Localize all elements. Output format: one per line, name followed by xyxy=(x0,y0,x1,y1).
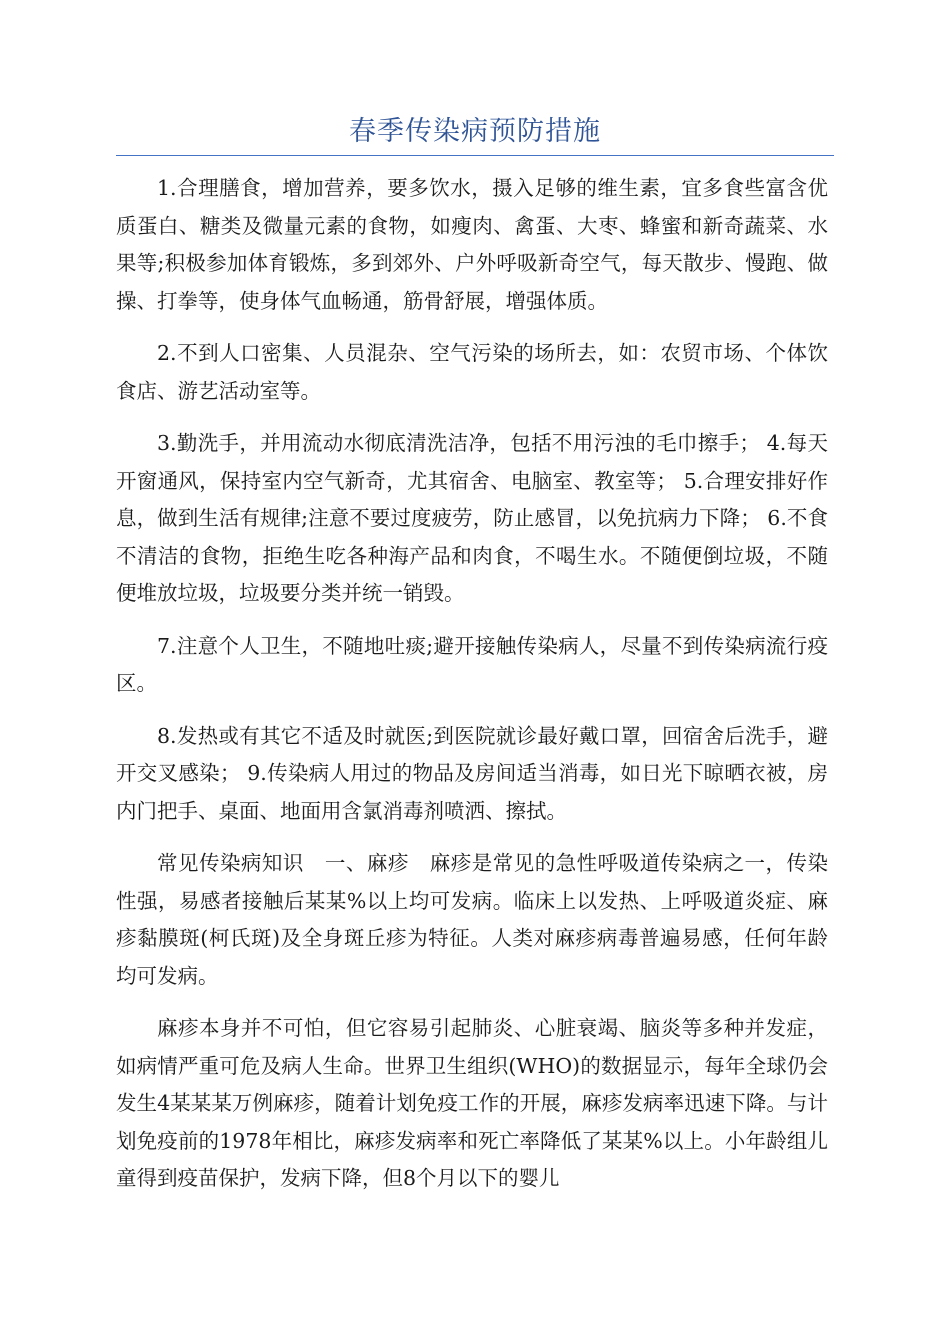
paragraph-5: 8.发热或有其它不适及时就医;到医院就诊最好戴口罩，回宿舍后洗手，避开交叉感染； 9.传染病人用过的物品及房间适当消毒，如日光下晾晒衣被，房内门把手、桌面、地面用含氯消毒剂喷洒、擦拭。 xyxy=(116,723,828,823)
paragraph-1: 1.合理膳食，增加营养，要多饮水，摄入足够的维生素，宜多食些富含优质蛋白、糖类及微量元素的食物，如瘦肉、禽蛋、大枣、蜂蜜和新奇蔬菜、水果等;积极参加体育锻炼，多到郊外、户外呼吸新奇空气，每天散步、慢跑、做操、打拳等，使身体气血畅通，筋骨舒展，增强体质。 xyxy=(116,176,828,313)
document-title: 春季传染病预防措施 xyxy=(349,116,601,147)
paragraph-6: 常见传染病知识 一、麻疹 麻疹是常见的急性呼吸道传染病之一，传染性强，易感者接触后某某%以上均可发病。临床上以发热、上呼吸道炎症、麻疹黏膜斑(柯氏斑)及全身斑丘疹为特征。人类对麻疹病毒普遍易感，任何年龄均可发病。 xyxy=(116,851,828,988)
title-underline xyxy=(116,155,834,156)
paragraph-2: 2.不到人口密集、人员混杂、空气污染的场所去，如：农贸市场、个体饮食店、游艺活动室等。 xyxy=(116,341,828,403)
paragraph-4: 7.注意个人卫生，不随地吐痰;避开接触传染病人，尽量不到传染病流行疫区。 xyxy=(116,633,828,695)
paragraph-3: 3.勤洗手，并用流动水彻底清洗洁净，包括不用污浊的毛巾擦手； 4.每天开窗通风，保持室内空气新奇，尤其宿舍、电脑室、教室等； 5.合理安排好作息，做到生活有规律;注意不要过度疲劳，防止感冒，以免抗病力下降； 6.不食不清洁的食物，拒绝生吃各种海产品和肉食，不喝生水。不随便倒垃圾，不随便堆放垃圾，垃圾要分类并统一销毁。 xyxy=(116,431,828,605)
paragraph-7: 麻疹本身并不可怕，但它容易引起肺炎、心脏衰竭、脑炎等多种并发症，如病情严重可危及病人生命。世界卫生组织(WHO)的数据显示，每年全球仍会发生4某某某万例麻疹，随着计划免疫工作的开展，麻疹发病率迅速下降。与计划免疫前的1978年相比，麻疹发病率和死亡率降低了某某%以上。小年龄组儿童得到疫苗保护，发病下降，但8个月以下的婴儿 xyxy=(116,1016,828,1190)
document-body xyxy=(116,170,828,1213)
